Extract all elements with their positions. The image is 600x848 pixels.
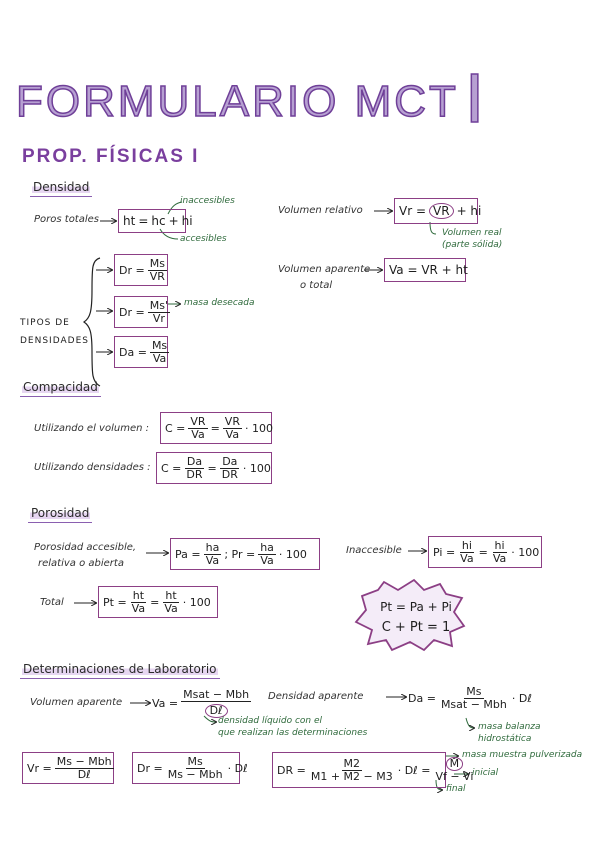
note-inicial: inicial	[472, 768, 499, 778]
lab-densidad-aparente-label: Densidad aparente	[268, 691, 364, 702]
burst-formulas	[376, 600, 456, 635]
formula-box-vr: Vr = VR + hi	[394, 198, 478, 224]
vr-circled: VR	[429, 203, 454, 219]
formula-box-lab-dr: Dr = $\frac{Ms}{\text{Ms − Mbh}}$ · Dℓ	[132, 752, 240, 784]
inaccesible-label: Inaccesible	[346, 545, 402, 556]
formula-box-pt: Pt = $\frac{ht}{Va}$ = $\frac{ht}{Va}$ · 100	[98, 586, 218, 618]
compacidad-densidades-label: Utilizando densidades :	[34, 462, 151, 473]
formula-box-dr-real: Dr = $\frac{Ms}{VR}$	[114, 254, 168, 286]
poros-totales-label: Poros totales	[34, 214, 99, 225]
formula-box-dr-desecada: Dr = $\frac{Ms'}{Vr}$	[114, 296, 168, 328]
lab-volumen-aparente-label: Volumen aparente	[30, 697, 123, 708]
tipos-densidades-label: TIPOS DE DENSIDADES	[20, 318, 89, 346]
note-volumen-real-2: (parte sólida)	[442, 240, 503, 250]
note-masa-desecada: masa desecada	[184, 298, 255, 308]
section-heading-laboratorio: Determinaciones de Laboratorio	[22, 662, 218, 676]
page-title	[16, 52, 488, 137]
volumen-aparente-label-2: o total	[300, 280, 333, 291]
formula-box-lab-dr-picnometro: DR = $\frac{M2}{M1 + M2 - M3}$ · Dℓ = $\frac{M}{Vf - Vi}$	[272, 752, 446, 788]
note-masa-balanza-2: hidrostática	[478, 734, 532, 744]
section-heading-densidad: Densidad	[32, 180, 90, 194]
note-densidad-liquido-2: que realizan las determinaciones	[218, 728, 368, 738]
lab-da-formula: Da = $\frac{Ms}{\text{Msat − Mbh}}$ · Dℓ	[408, 685, 532, 711]
section-heading-compacidad: Compacidad	[22, 380, 99, 394]
section-heading-porosidad: Porosidad	[30, 506, 90, 520]
note-densidad-liquido-1: densidad líquido con el	[218, 716, 323, 726]
compacidad-volumen-label: Utilizando el volumen :	[34, 423, 149, 434]
burst-line-1: Pt = Pa + Pi	[380, 600, 452, 614]
lab-va-formula: Va = $\frac{\text{Msat − Mbh}}{\text{Dℓ}}$	[152, 688, 250, 717]
note-accesibles: accesibles	[180, 234, 227, 244]
note-volumen-real-1: Volumen real	[442, 228, 502, 238]
formula-box-lab-vr: Vr = $\frac{\text{Ms − Mbh}}{\text{Dℓ}}$	[22, 752, 114, 784]
note-final: final	[446, 784, 466, 794]
formula-box-pa-pr: Pa = $\frac{ha}{Va}$ ; Pr = $\frac{ha}{Va}$ · 100	[170, 538, 320, 570]
poros-totales-box: ht = hc + hi	[118, 209, 186, 233]
formula-box-c-densidades: C = $\frac{Da}{DR}$ = $\frac{Da}{DR}$ · 100	[156, 452, 272, 484]
formula-box-pi: Pi = $\frac{hi}{Va}$ = $\frac{hi}{Va}$ · 100	[428, 536, 542, 568]
formula-box-va: Va = VR + ht	[384, 258, 466, 282]
note-masa-balanza-1: masa balanza	[478, 722, 541, 732]
page-subtitle: PROP. FÍSICAS I	[22, 146, 200, 167]
volumen-relativo-label: Volumen relativo	[278, 205, 363, 216]
porosidad-accesible-label-2: relativa o abierta	[38, 558, 124, 569]
title-text: FORMULARIO MCT	[16, 77, 459, 126]
note-masa-muestra: masa muestra pulverizada	[462, 750, 583, 760]
formula-box-da: Da = $\frac{Ms}{Va}$	[114, 336, 168, 368]
burst-line-2: C + Pt = 1	[381, 620, 451, 635]
formula-box-c-volumen: C = $\frac{VR}{Va}$ = $\frac{VR}{Va}$ · 100	[160, 412, 272, 444]
title-numeral: I	[464, 59, 488, 137]
volumen-aparente-label-1: Volumen aparente	[278, 264, 371, 275]
porosidad-accesible-label-1: Porosidad accesible,	[34, 542, 137, 553]
total-label: Total	[40, 597, 64, 608]
note-inaccesibles: inaccesibles	[180, 196, 235, 206]
